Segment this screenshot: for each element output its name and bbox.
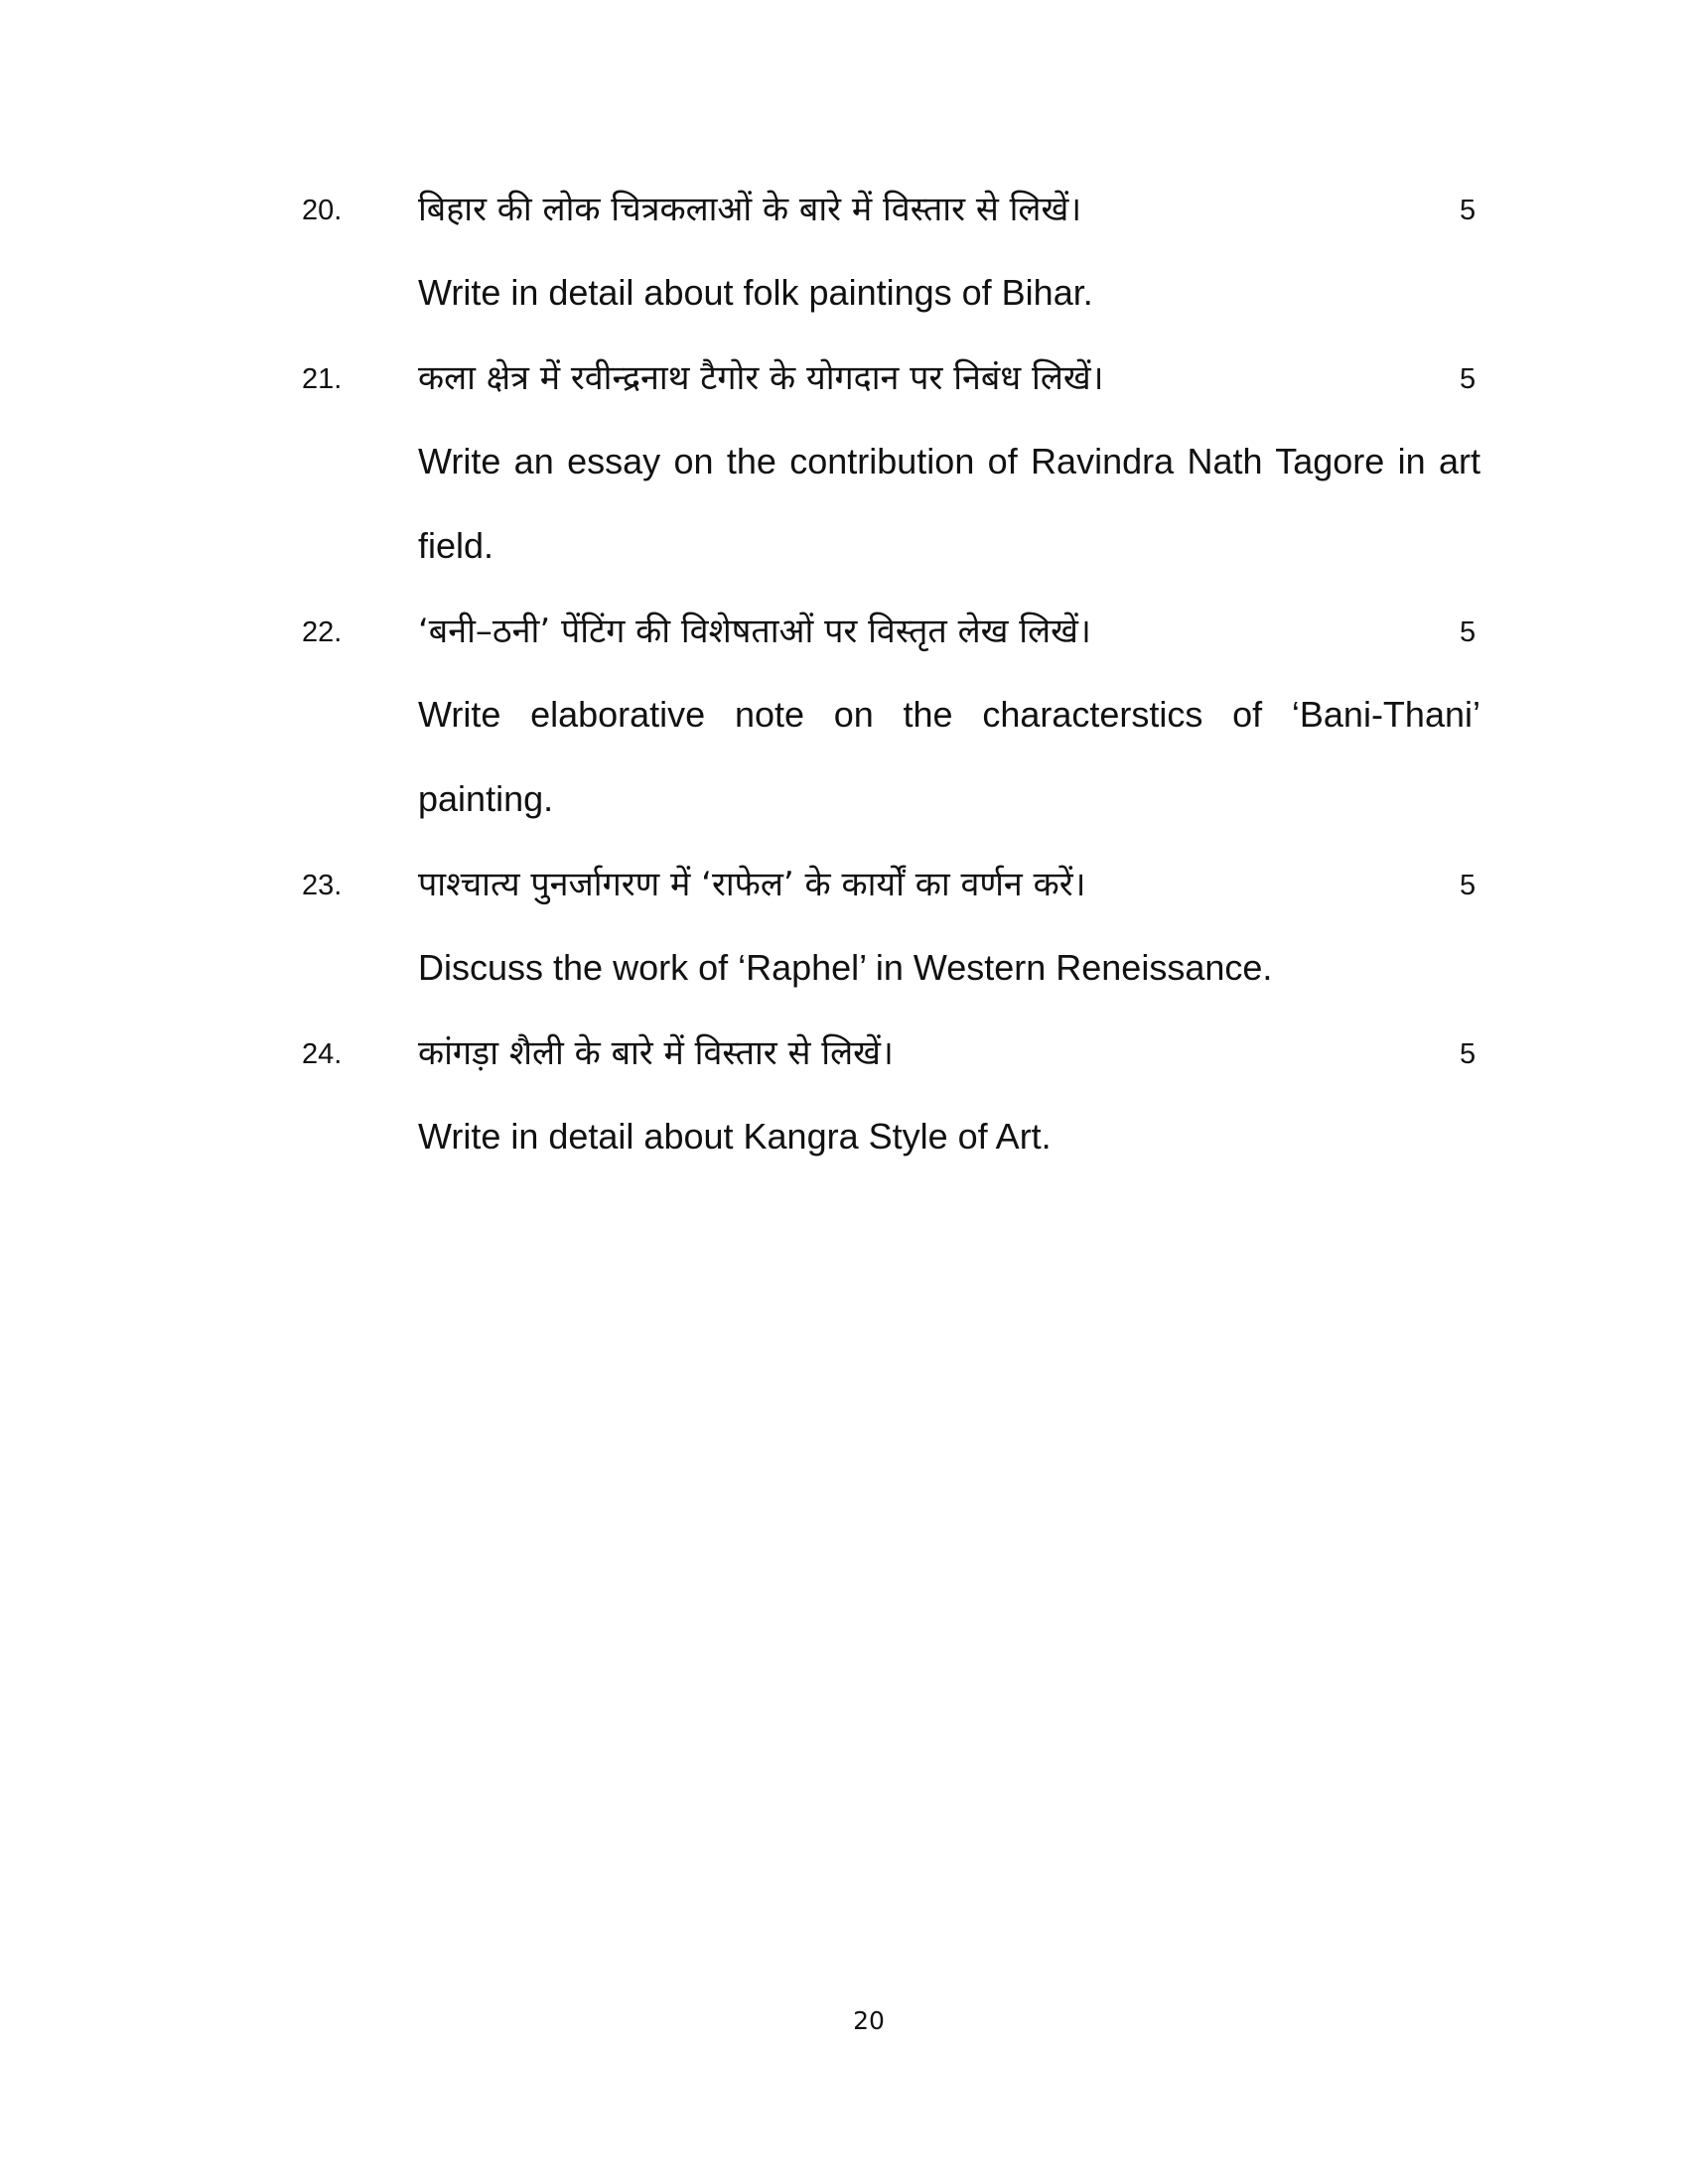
question-number: 20. [302, 195, 343, 226]
question-marks: 5 [1460, 363, 1477, 395]
question-marks: 5 [1460, 1038, 1477, 1070]
question-marks: 5 [1460, 870, 1477, 901]
question-text-english: Write elaborative note on the characterstics of ‘Bani-Thani’ painting. [418, 694, 1480, 819]
question-text-hindi: ‘बनी–ठनी’ पेंटिंग की विशेषताओं पर विस्तृत लेख लिखें। [418, 612, 1091, 651]
question-number: 22. [302, 616, 343, 648]
question-text-english: Write in detail about Kangra Style of Art. [418, 1116, 1052, 1157]
question-number: 24. [302, 1038, 343, 1070]
question-number: 23. [302, 870, 343, 901]
question-number: 21. [302, 363, 343, 395]
question-marks: 5 [1460, 616, 1477, 648]
question-text-hindi: कला क्षेत्र में रवीन्द्रनाथ टैगोर के योगदान पर निबंध लिखें। [418, 358, 1104, 398]
question-text-hindi: कांगड़ा शैली के बारे में विस्तार से लिखें। [418, 1033, 894, 1073]
page-number: 20 [853, 2006, 885, 2035]
question-text-hindi: पाश्चात्य पुनर्जागरण में ‘राफेल’ के कार्यों का वर्णन करें। [418, 865, 1086, 904]
question-text-english: Discuss the work of ‘Raphel’ in Western Reneissance. [418, 947, 1273, 988]
question-text-english: Write an essay on the contribution of Ravindra Nath Tagore in art field. [418, 441, 1480, 566]
question-text-english: Write in detail about folk paintings of Bihar. [418, 272, 1093, 313]
question-marks: 5 [1460, 195, 1477, 226]
question-text-hindi: बिहार की लोक चित्रकलाओं के बारे में विस्तार से लिखें। [418, 190, 1082, 229]
